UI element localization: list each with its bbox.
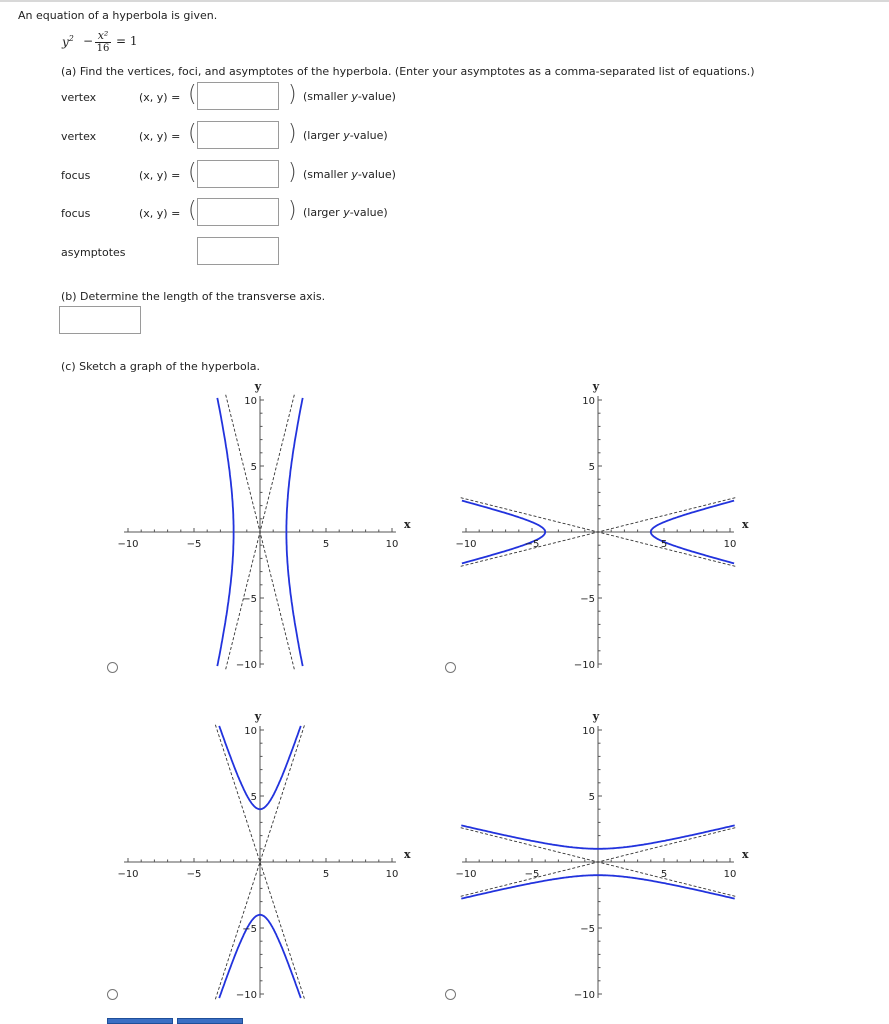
submit-button[interactable] bbox=[107, 1018, 173, 1024]
x-tick-label: −5 bbox=[186, 869, 202, 880]
top-divider bbox=[0, 0, 889, 2]
open-paren: ( bbox=[188, 82, 197, 107]
x-tick-label: −5 bbox=[524, 539, 540, 550]
transverse-axis-input[interactable] bbox=[59, 306, 141, 334]
y-tick-label: 10 bbox=[244, 726, 257, 737]
vertex-1-xy: (x, y) = bbox=[139, 91, 181, 104]
y-tick-label: 10 bbox=[244, 396, 257, 407]
x-tick-label: −10 bbox=[455, 539, 477, 550]
y-tick-label: −10 bbox=[235, 660, 257, 671]
focus-1-hint: (smaller y-value) bbox=[303, 168, 396, 181]
y-tick-label: 10 bbox=[582, 726, 595, 737]
x-tick-label: −10 bbox=[117, 539, 139, 550]
problem-intro: An equation of a hyperbola is given. bbox=[18, 9, 218, 22]
focus-1-xy: (x, y) = bbox=[139, 169, 181, 182]
y-tick-label: −10 bbox=[235, 990, 257, 1001]
fraction-numerator: x² bbox=[97, 29, 109, 42]
focus-smaller-input[interactable] bbox=[197, 160, 279, 188]
focus-2-hint: (larger y-value) bbox=[303, 206, 388, 219]
part-a-prompt: (a) Find the vertices, foci, and asymptotes of the hyperbola. (Enter your asymptotes as a comma-separated list of equations.) bbox=[61, 65, 755, 78]
y-tick-label: −10 bbox=[573, 990, 595, 1001]
x-tick-label: 5 bbox=[660, 869, 668, 880]
equation-minus: − bbox=[83, 34, 94, 48]
x-tick-label: 10 bbox=[385, 869, 399, 880]
close-paren: ) bbox=[288, 121, 297, 146]
x-tick-label: −5 bbox=[186, 539, 202, 550]
vertex-1-hint: (smaller y-value) bbox=[303, 90, 396, 103]
open-paren: ( bbox=[188, 160, 197, 185]
focus-1-label: focus bbox=[61, 169, 91, 182]
y-axis-label: y bbox=[254, 380, 262, 394]
asymptotes-label: asymptotes bbox=[61, 246, 126, 259]
graph-option-3 bbox=[115, 705, 415, 1005]
x-axis-label: x bbox=[403, 848, 411, 861]
y-tick-label: −5 bbox=[580, 594, 595, 605]
graph-option-4 bbox=[453, 705, 753, 1005]
y-tick-label: 5 bbox=[588, 462, 595, 473]
vertex-2-hint: (larger y-value) bbox=[303, 129, 388, 142]
vertex-2-label: vertex bbox=[61, 130, 97, 143]
equation-y-term: $y^2$ bbox=[62, 34, 74, 49]
x-axis-label: x bbox=[741, 848, 749, 861]
open-paren: ( bbox=[188, 198, 197, 223]
x-tick-label: 10 bbox=[723, 539, 737, 550]
y-tick-label: −5 bbox=[242, 924, 257, 935]
focus-2-label: focus bbox=[61, 207, 91, 220]
vertex-2-xy: (x, y) = bbox=[139, 130, 181, 143]
y-axis-label: y bbox=[254, 710, 262, 724]
graph-option-1 bbox=[115, 375, 415, 675]
x-tick-label: 10 bbox=[723, 869, 737, 880]
close-paren: ) bbox=[288, 160, 297, 185]
equation-rhs: = 1 bbox=[116, 34, 138, 48]
equation-fraction bbox=[93, 30, 113, 54]
x-axis-label: x bbox=[741, 518, 749, 531]
practice-button[interactable] bbox=[177, 1018, 243, 1024]
x-tick-label: 5 bbox=[322, 539, 330, 550]
x-tick-label: 5 bbox=[322, 869, 330, 880]
y-tick-label: 10 bbox=[582, 396, 595, 407]
open-paren: ( bbox=[188, 121, 197, 146]
part-c-prompt: (c) Sketch a graph of the hyperbola. bbox=[61, 360, 261, 373]
x-axis-label: x bbox=[403, 518, 411, 531]
y-tick-label: −10 bbox=[573, 660, 595, 671]
x-tick-label: 5 bbox=[660, 539, 668, 550]
graph-option-2 bbox=[453, 375, 753, 675]
vertex-1-label: vertex bbox=[61, 91, 97, 104]
close-paren: ) bbox=[288, 198, 297, 223]
focus-2-xy: (x, y) = bbox=[139, 207, 181, 220]
y-tick-label: −5 bbox=[242, 594, 257, 605]
y-axis-label: y bbox=[592, 380, 600, 394]
fraction-denominator: 16 bbox=[96, 43, 110, 54]
asymptotes-input[interactable] bbox=[197, 237, 279, 265]
part-b-prompt: (b) Determine the length of the transverse axis. bbox=[61, 290, 326, 303]
y-axis-label: y bbox=[592, 710, 600, 724]
x-tick-label: 10 bbox=[385, 539, 399, 550]
y-tick-label: 5 bbox=[250, 792, 257, 803]
x-tick-label: −5 bbox=[524, 869, 540, 880]
x-tick-label: −10 bbox=[117, 869, 139, 880]
vertex-smaller-input[interactable] bbox=[197, 82, 279, 110]
focus-larger-input[interactable] bbox=[197, 198, 279, 226]
y-tick-label: 5 bbox=[250, 462, 257, 473]
close-paren: ) bbox=[288, 82, 297, 107]
y-tick-label: 5 bbox=[588, 792, 595, 803]
x-tick-label: −10 bbox=[455, 869, 477, 880]
y-tick-label: −5 bbox=[580, 924, 595, 935]
vertex-larger-input[interactable] bbox=[197, 121, 279, 149]
